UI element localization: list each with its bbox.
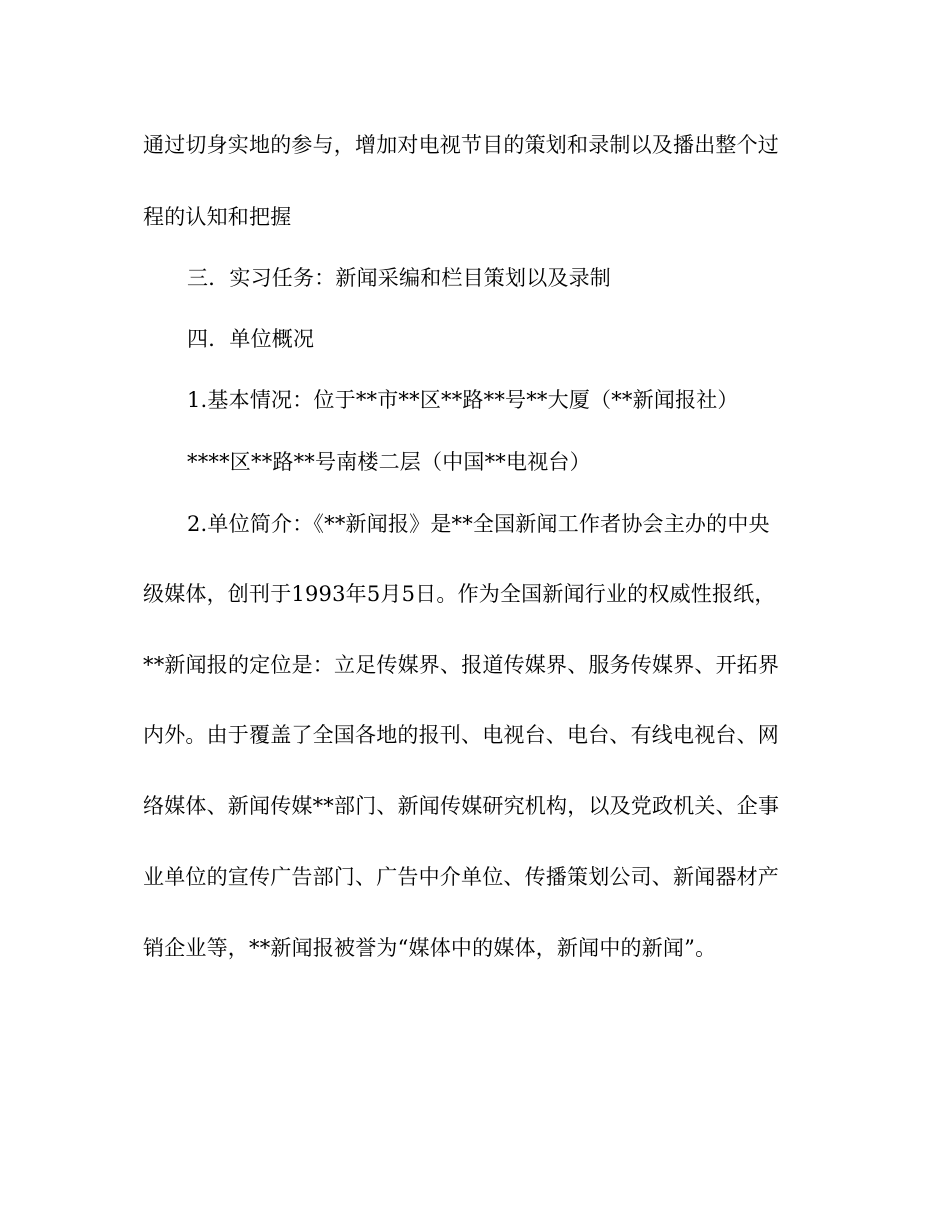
- paragraph-line: 2.单位简介：《**新闻报》是**全国新闻工作者协会主办的中央: [187, 512, 770, 536]
- paragraph-line: **新闻报的定位是：立足传媒界、报道传媒界、服务传媒界、开拓界: [143, 653, 780, 677]
- section-heading: 四．单位概况: [187, 327, 315, 351]
- paragraph-line: 内外。由于覆盖了全国各地的报刊、电视台、电台、有线电视台、网: [143, 723, 779, 747]
- section-heading: 三．实习任务：新闻采编和栏目策划以及录制: [187, 266, 611, 290]
- paragraph-line: 销企业等，**新闻报被誉为“媒体中的媒体，新闻中的新闻”。: [143, 936, 717, 960]
- paragraph-line: 通过切身实地的参与，增加对电视节目的策划和录制以及播出整个过: [143, 133, 779, 157]
- paragraph-line: 1.基本情况：位于**市**区**路**号**大厦（**新闻报社）: [187, 388, 739, 412]
- paragraph-line: ****区**路**号南楼二层（中国**电视台）: [187, 450, 591, 474]
- paragraph-line: 级媒体，创刊于1993年5月5日。作为全国新闻行业的权威性报纸，: [143, 582, 776, 606]
- paragraph-line: 程的认知和把握: [143, 205, 292, 229]
- paragraph-line: 络媒体、新闻传媒**部门、新闻传媒研究机构，以及党政机关、企事: [143, 794, 780, 818]
- paragraph-line: 业单位的宣传广告部门、广告中介单位、传播策划公司、新闻器材产: [143, 865, 779, 889]
